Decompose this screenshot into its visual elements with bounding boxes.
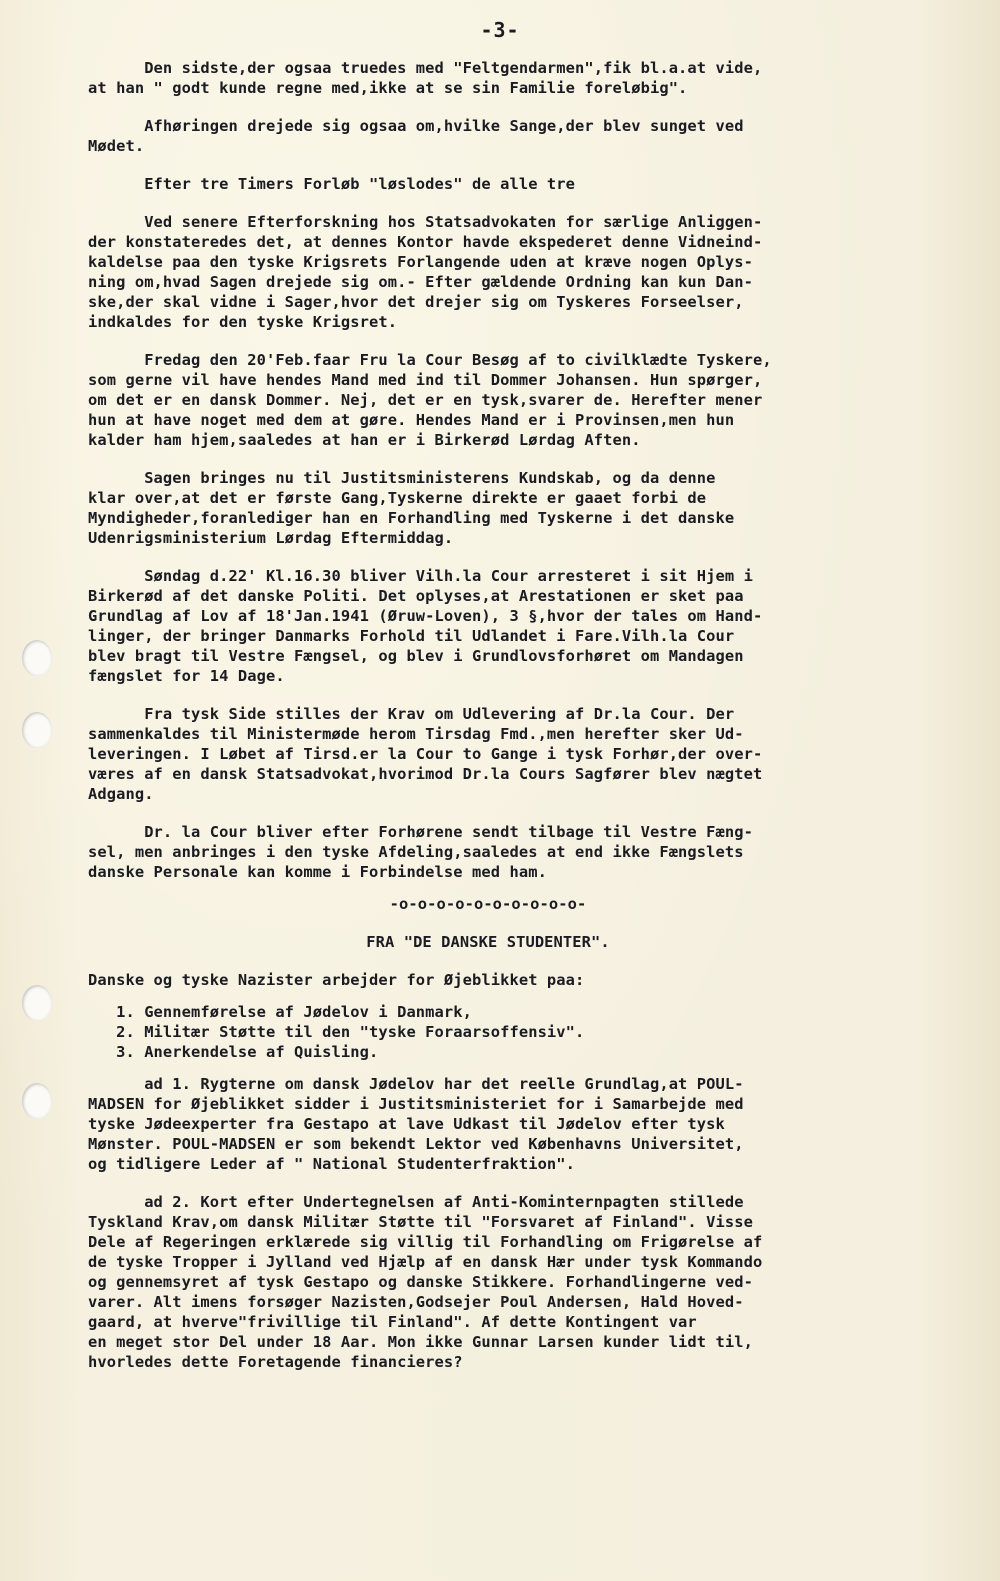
text-line: sammenkaldes til Ministermøde herom Tirsdag Fmd.,men herefter sker Ud- [88, 725, 744, 743]
punch-hole [22, 985, 52, 1021]
paragraph [88, 116, 948, 156]
punch-hole [22, 712, 52, 748]
text-line: Tyskland Krav,om dansk Militær Støtte til "Forsvaret af Finland". Visse [88, 1213, 753, 1231]
text-line: Afhøringen drejede sig ogsaa om,hvilke Sange,der blev sunget ved [88, 117, 744, 135]
numbered-list [88, 1002, 948, 1062]
text-line: de tyske Tropper i Jylland ved Hjælp af en dansk Hær under tysk Kommando [88, 1253, 763, 1271]
paragraph [88, 704, 948, 804]
text-line: MADSEN for Øjeblikket sidder i Justitsministeriet for i Samarbejde med [88, 1095, 744, 1113]
text-line: ad 1. Rygterne om dansk Jødelov har det reelle Grundlag,at POUL- [88, 1075, 744, 1093]
list-item: 1. Gennemførelse af Jødelov i Danmark, [88, 1003, 473, 1021]
text-line: Dele af Regeringen erklærede sig villig til Forhandling om Frigørelse af [88, 1233, 763, 1251]
list-item: 3. Anerkendelse af Quisling. [88, 1043, 379, 1061]
text-line: om det er en dansk Dommer. Nej, det er en tysk,svarer de. Herefter mener [88, 391, 763, 409]
punch-hole [22, 640, 52, 676]
text-line: Fredag den 20'Feb.faar Fru la Cour Besøg af to civilklædte Tyskere, [88, 351, 772, 369]
text-line: Søndag d.22' Kl.16.30 bliver Vilh.la Cour arresteret i sit Hjem i [88, 567, 753, 585]
paragraph [88, 212, 948, 332]
paragraph [88, 58, 948, 98]
text-line: som gerne vil have hendes Mand med ind til Dommer Johansen. Hun spørger, [88, 371, 763, 389]
paragraph-group-1 [88, 58, 948, 882]
text-line: at han " godt kunde regne med,ikke at se sin Familie foreløbig". [88, 79, 688, 97]
text-line: blev bragt til Vestre Fængsel, og blev i Grundlovsforhøret om Mandagen [88, 647, 744, 665]
text-line: Sagen bringes nu til Justitsministerens Kundskab, og da denne [88, 469, 716, 487]
text-line: hun at have noget med dem at gøre. Hendes Mand er i Provinsen,men hun [88, 411, 735, 429]
paragraph [88, 822, 948, 882]
intro-line: Danske og tyske Nazister arbejder for Øjeblikket paa: [88, 971, 585, 989]
text-line: kalder ham hjem,saaledes at han er i Birkerød Lørdag Aften. [88, 431, 641, 449]
text-line: en meget stor Del under 18 Aar. Mon ikke Gunnar Larsen kunder lidt til, [88, 1333, 753, 1351]
text-line: Birkerød af det danske Politi. Det oplyses,at Arestationen er sket paa [88, 587, 744, 605]
text-line: kaldelse paa den tyske Krigsrets Forlangende uden at kræve nogen Oplys- [88, 253, 753, 271]
text-line: Udenrigsministerium Lørdag Eftermiddag. [88, 529, 454, 547]
list-item: 2. Militær Støtte til den "tyske Foraarsoffensiv". [88, 1023, 585, 1041]
text-line: danske Personale kan komme i Forbindelse med ham. [88, 863, 547, 881]
text-line: tyske Jødeexperter fra Gestapo at lave Udkast til Jødelov efter tysk [88, 1115, 725, 1133]
text-line: linger, der bringer Danmarks Forhold til Udlandet i Fare.Vilh.la Cour [88, 627, 735, 645]
paragraph-group-2 [88, 1074, 948, 1372]
text-line: gaard, at hverve"frivillige til Finland". Af dette Kontingent var [88, 1313, 697, 1331]
text-line: klar over,at det er første Gang,Tyskerne direkte er gaaet forbi de [88, 489, 707, 507]
text-line: Mødet. [88, 137, 145, 155]
text-line: Grundlag af Lov af 18'Jan.1941 (Øruw-Loven), 3 §,hvor der tales om Hand- [88, 607, 763, 625]
text-line: varer. Alt imens forsøger Nazisten,Godsejer Poul Andersen, Hald Hoved- [88, 1293, 744, 1311]
text-line: Adgang. [88, 785, 154, 803]
text-line: væres af en dansk Statsadvokat,hvorimod Dr.la Cours Sagfører blev nægtet [88, 765, 763, 783]
paragraph [88, 174, 948, 194]
paragraph [88, 1192, 948, 1372]
punch-hole [22, 1083, 52, 1119]
text-line: Mønster. POUL-MADSEN er som bekendt Lektor ved Københavns Universitet, [88, 1135, 744, 1153]
text-line: Myndigheder,foranlediger han en Forhandling med Tyskerne i det danske [88, 509, 735, 527]
text-line: Efter tre Timers Forløb "løslodes" de alle tre [88, 175, 576, 193]
text-line: Den sidste,der ogsaa truedes med "Feltgendarmen",fik bl.a.at vide, [88, 59, 763, 77]
text-line: leveringen. I Løbet af Tirsd.er la Cour to Gange i tysk Forhør,der over- [88, 745, 763, 763]
text-line: sel, men anbringes i den tyske Afdeling,saaledes at end ikke Fængslets [88, 843, 744, 861]
section-heading: FRA "DE DANSKE STUDENTER". [366, 933, 610, 951]
text-line: og tidligere Leder af " National Studenterfraktion". [88, 1155, 576, 1173]
separator: -o-o-o-o-o-o-o-o-o-o- [389, 895, 587, 913]
page-number: -3- [480, 18, 520, 42]
paragraph [88, 468, 948, 548]
paragraph [88, 566, 948, 686]
document-body [88, 58, 948, 1372]
text-line: ad 2. Kort efter Undertegnelsen af Anti-Kominternpagten stillede [88, 1193, 744, 1211]
paragraph [88, 350, 948, 450]
text-line: fængslet for 14 Dage. [88, 667, 285, 685]
text-line: ning om,hvad Sagen drejede sig om.- Efter gældende Ordning kan kun Dan- [88, 273, 753, 291]
text-line: ske,der skal vidne i Sager,hvor det drejer sig om Tyskeres Forseelser, [88, 293, 744, 311]
text-line: Ved senere Efterforskning hos Statsadvokaten for særlige Anliggen- [88, 213, 763, 231]
text-line: der konstateredes det, at dennes Kontor havde ekspederet denne Vidneind- [88, 233, 763, 251]
text-line: hvorledes dette Foretagende financieres? [88, 1353, 463, 1371]
text-line: Dr. la Cour bliver efter Forhørene sendt tilbage til Vestre Fæng- [88, 823, 753, 841]
paragraph [88, 1074, 948, 1174]
text-line: og gennemsyret af tysk Gestapo og danske Stikkere. Forhandlingerne ved- [88, 1273, 753, 1291]
text-line: indkaldes for den tyske Krigsret. [88, 313, 398, 331]
text-line: Fra tysk Side stilles der Krav om Udlevering af Dr.la Cour. Der [88, 705, 735, 723]
